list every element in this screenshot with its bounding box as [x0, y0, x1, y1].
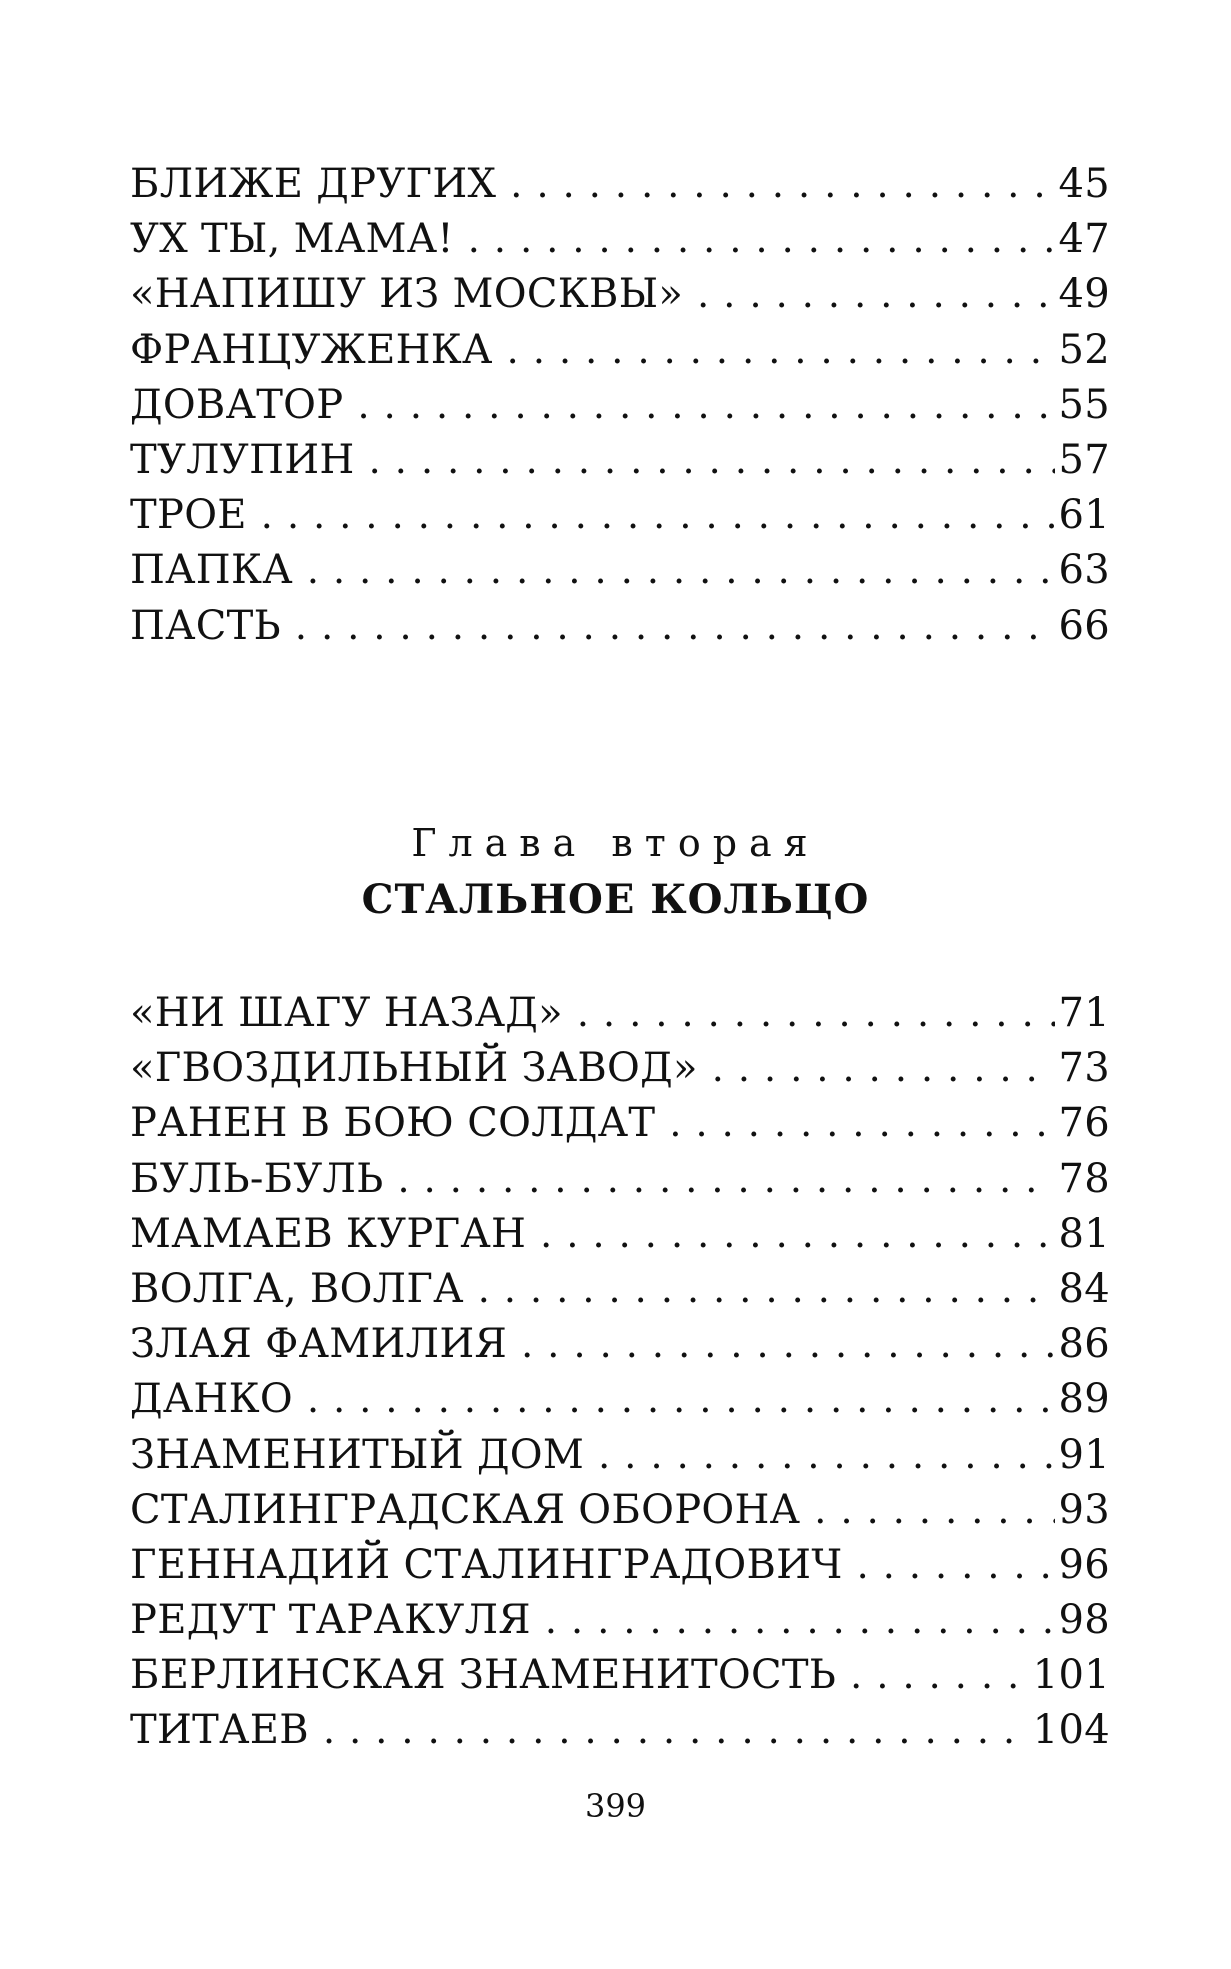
toc-entry-title: БЕРЛИНСКАЯ ЗНАМЕНИТОСТЬ: [130, 1648, 850, 1703]
toc-dot-leader: [521, 1317, 1054, 1372]
toc-entry-page: 96: [1055, 1538, 1111, 1593]
toc-entry-page: 101: [1029, 1648, 1110, 1703]
toc-entry: [130, 1041, 1110, 1096]
toc-dot-leader: [577, 986, 1055, 1041]
toc-entry: [130, 1372, 1110, 1427]
toc-dot-leader: [397, 1152, 1054, 1207]
toc-entry: [130, 599, 1110, 654]
toc-entry-title: ДОВАТОР: [130, 378, 358, 433]
chapter-title: СТАЛЬНОЕ КОЛЬЦО: [361, 876, 870, 923]
toc-entry: [130, 433, 1110, 488]
toc-entry-page: 45: [1055, 157, 1111, 212]
toc-entry: [130, 488, 1110, 543]
toc-dot-leader: [358, 378, 1055, 433]
toc-entry: [130, 1317, 1110, 1372]
toc-entry-title: ТРОЕ: [130, 488, 261, 543]
toc-dot-leader: [507, 323, 1055, 378]
toc-entry-title: ГЕННАДИЙ СТАЛИНГРАДОВИЧ: [130, 1538, 857, 1593]
toc-entry-title: ФРАНЦУЖЕНКА: [130, 323, 507, 378]
toc-entry-page: 47: [1055, 212, 1111, 267]
toc-dot-leader: [814, 1483, 1054, 1538]
toc-dot-leader: [540, 1207, 1054, 1262]
toc-entry-title: ЗНАМЕНИТЫЙ ДОМ: [130, 1428, 598, 1483]
toc-entry-page: 61: [1055, 488, 1111, 543]
toc-entry-title: «ГВОЗДИЛЬНЫЙ ЗАВОД»: [130, 1041, 712, 1096]
toc-entry-title: «НИ ШАГУ НАЗАД»: [130, 986, 577, 1041]
toc-entry: [130, 1703, 1110, 1758]
toc-dot-leader: [369, 433, 1055, 488]
toc-entry: [130, 1096, 1110, 1151]
toc-entry-page: 89: [1055, 1372, 1111, 1427]
toc-entry-title: ПАСТЬ: [130, 599, 295, 654]
toc-dot-leader: [857, 1538, 1055, 1593]
toc-entry: [130, 1428, 1110, 1483]
toc-entry-page: 55: [1055, 378, 1111, 433]
toc-dot-leader: [510, 157, 1054, 212]
toc-dot-leader: [478, 1262, 1055, 1317]
toc-entry-page: 98: [1055, 1593, 1111, 1648]
toc-entry: [130, 1593, 1110, 1648]
toc-entry-page: 73: [1055, 1041, 1111, 1096]
toc-entry-page: 63: [1055, 543, 1111, 598]
toc-list-part-2: [130, 986, 1110, 1759]
toc-entry-title: РАНЕН В БОЮ СОЛДАТ: [130, 1096, 669, 1151]
toc-entry-page: 86: [1055, 1317, 1111, 1372]
toc-entry-page: 49: [1055, 267, 1111, 322]
toc-entry-title: ПАПКА: [130, 543, 307, 598]
toc-entry: [130, 1483, 1110, 1538]
toc-dot-leader: [712, 1041, 1055, 1096]
toc-dot-leader: [468, 212, 1055, 267]
toc-entry: [130, 1207, 1110, 1262]
toc-dot-leader: [295, 599, 1055, 654]
toc-entry: [130, 157, 1110, 212]
toc-entry-page: 71: [1055, 986, 1111, 1041]
toc-entry: [130, 986, 1110, 1041]
toc-dot-leader: [669, 1096, 1054, 1151]
toc-dot-leader: [598, 1428, 1054, 1483]
page-number: 399: [584, 1787, 647, 1825]
toc-entry-title: БЛИЖЕ ДРУГИХ: [130, 157, 510, 212]
toc-entry-title: СТАЛИНГРАДСКАЯ ОБОРОНА: [130, 1483, 814, 1538]
toc-entry-page: 93: [1055, 1483, 1111, 1538]
toc-entry: [130, 1648, 1110, 1703]
toc-dot-leader: [307, 543, 1055, 598]
toc-entry-title: МАМАЕВ КУРГАН: [130, 1207, 540, 1262]
toc-entry: [130, 1262, 1110, 1317]
toc-entry-page: 78: [1055, 1152, 1111, 1207]
toc-dot-leader: [261, 488, 1055, 543]
toc-entry-title: ВОЛГА, ВОЛГА: [130, 1262, 478, 1317]
toc-entry-page: 91: [1055, 1428, 1111, 1483]
chapter-label: Глава вторая: [411, 821, 820, 865]
toc-entry: [130, 1538, 1110, 1593]
toc-entry-title: «НАПИШУ ИЗ МОСКВЫ»: [130, 267, 697, 322]
toc-entry-title: ТИТАЕВ: [130, 1703, 323, 1758]
toc-entry-title: РЕДУТ ТАРАКУЛЯ: [130, 1593, 545, 1648]
toc-entry-title: ДАНКО: [130, 1372, 307, 1427]
toc-entry-page: 81: [1055, 1207, 1111, 1262]
toc-entry-page: 57: [1055, 433, 1111, 488]
toc-entry: [130, 212, 1110, 267]
toc-dot-leader: [850, 1648, 1029, 1703]
toc-entry-title: УХ ТЫ, МАМА!: [130, 212, 468, 267]
toc-entry: [130, 1152, 1110, 1207]
toc-list-part-1: [130, 157, 1110, 654]
toc-dot-leader: [323, 1703, 1029, 1758]
toc-entry-page: 66: [1055, 599, 1111, 654]
toc-entry-page: 76: [1055, 1096, 1111, 1151]
toc-dot-leader: [307, 1372, 1055, 1427]
toc-entry: [130, 323, 1110, 378]
toc-entry: [130, 267, 1110, 322]
toc-entry-title: ТУЛУПИН: [130, 433, 369, 488]
toc-entry-page: 104: [1029, 1703, 1110, 1758]
toc-entry-page: 52: [1055, 323, 1111, 378]
toc-entry: [130, 378, 1110, 433]
toc-entry-title: БУЛЬ-БУЛЬ: [130, 1152, 397, 1207]
toc-entry-title: ЗЛАЯ ФАМИЛИЯ: [130, 1317, 521, 1372]
toc-entry-page: 84: [1055, 1262, 1111, 1317]
toc-entry: [130, 543, 1110, 598]
toc-dot-leader: [697, 267, 1054, 322]
toc-dot-leader: [545, 1593, 1055, 1648]
